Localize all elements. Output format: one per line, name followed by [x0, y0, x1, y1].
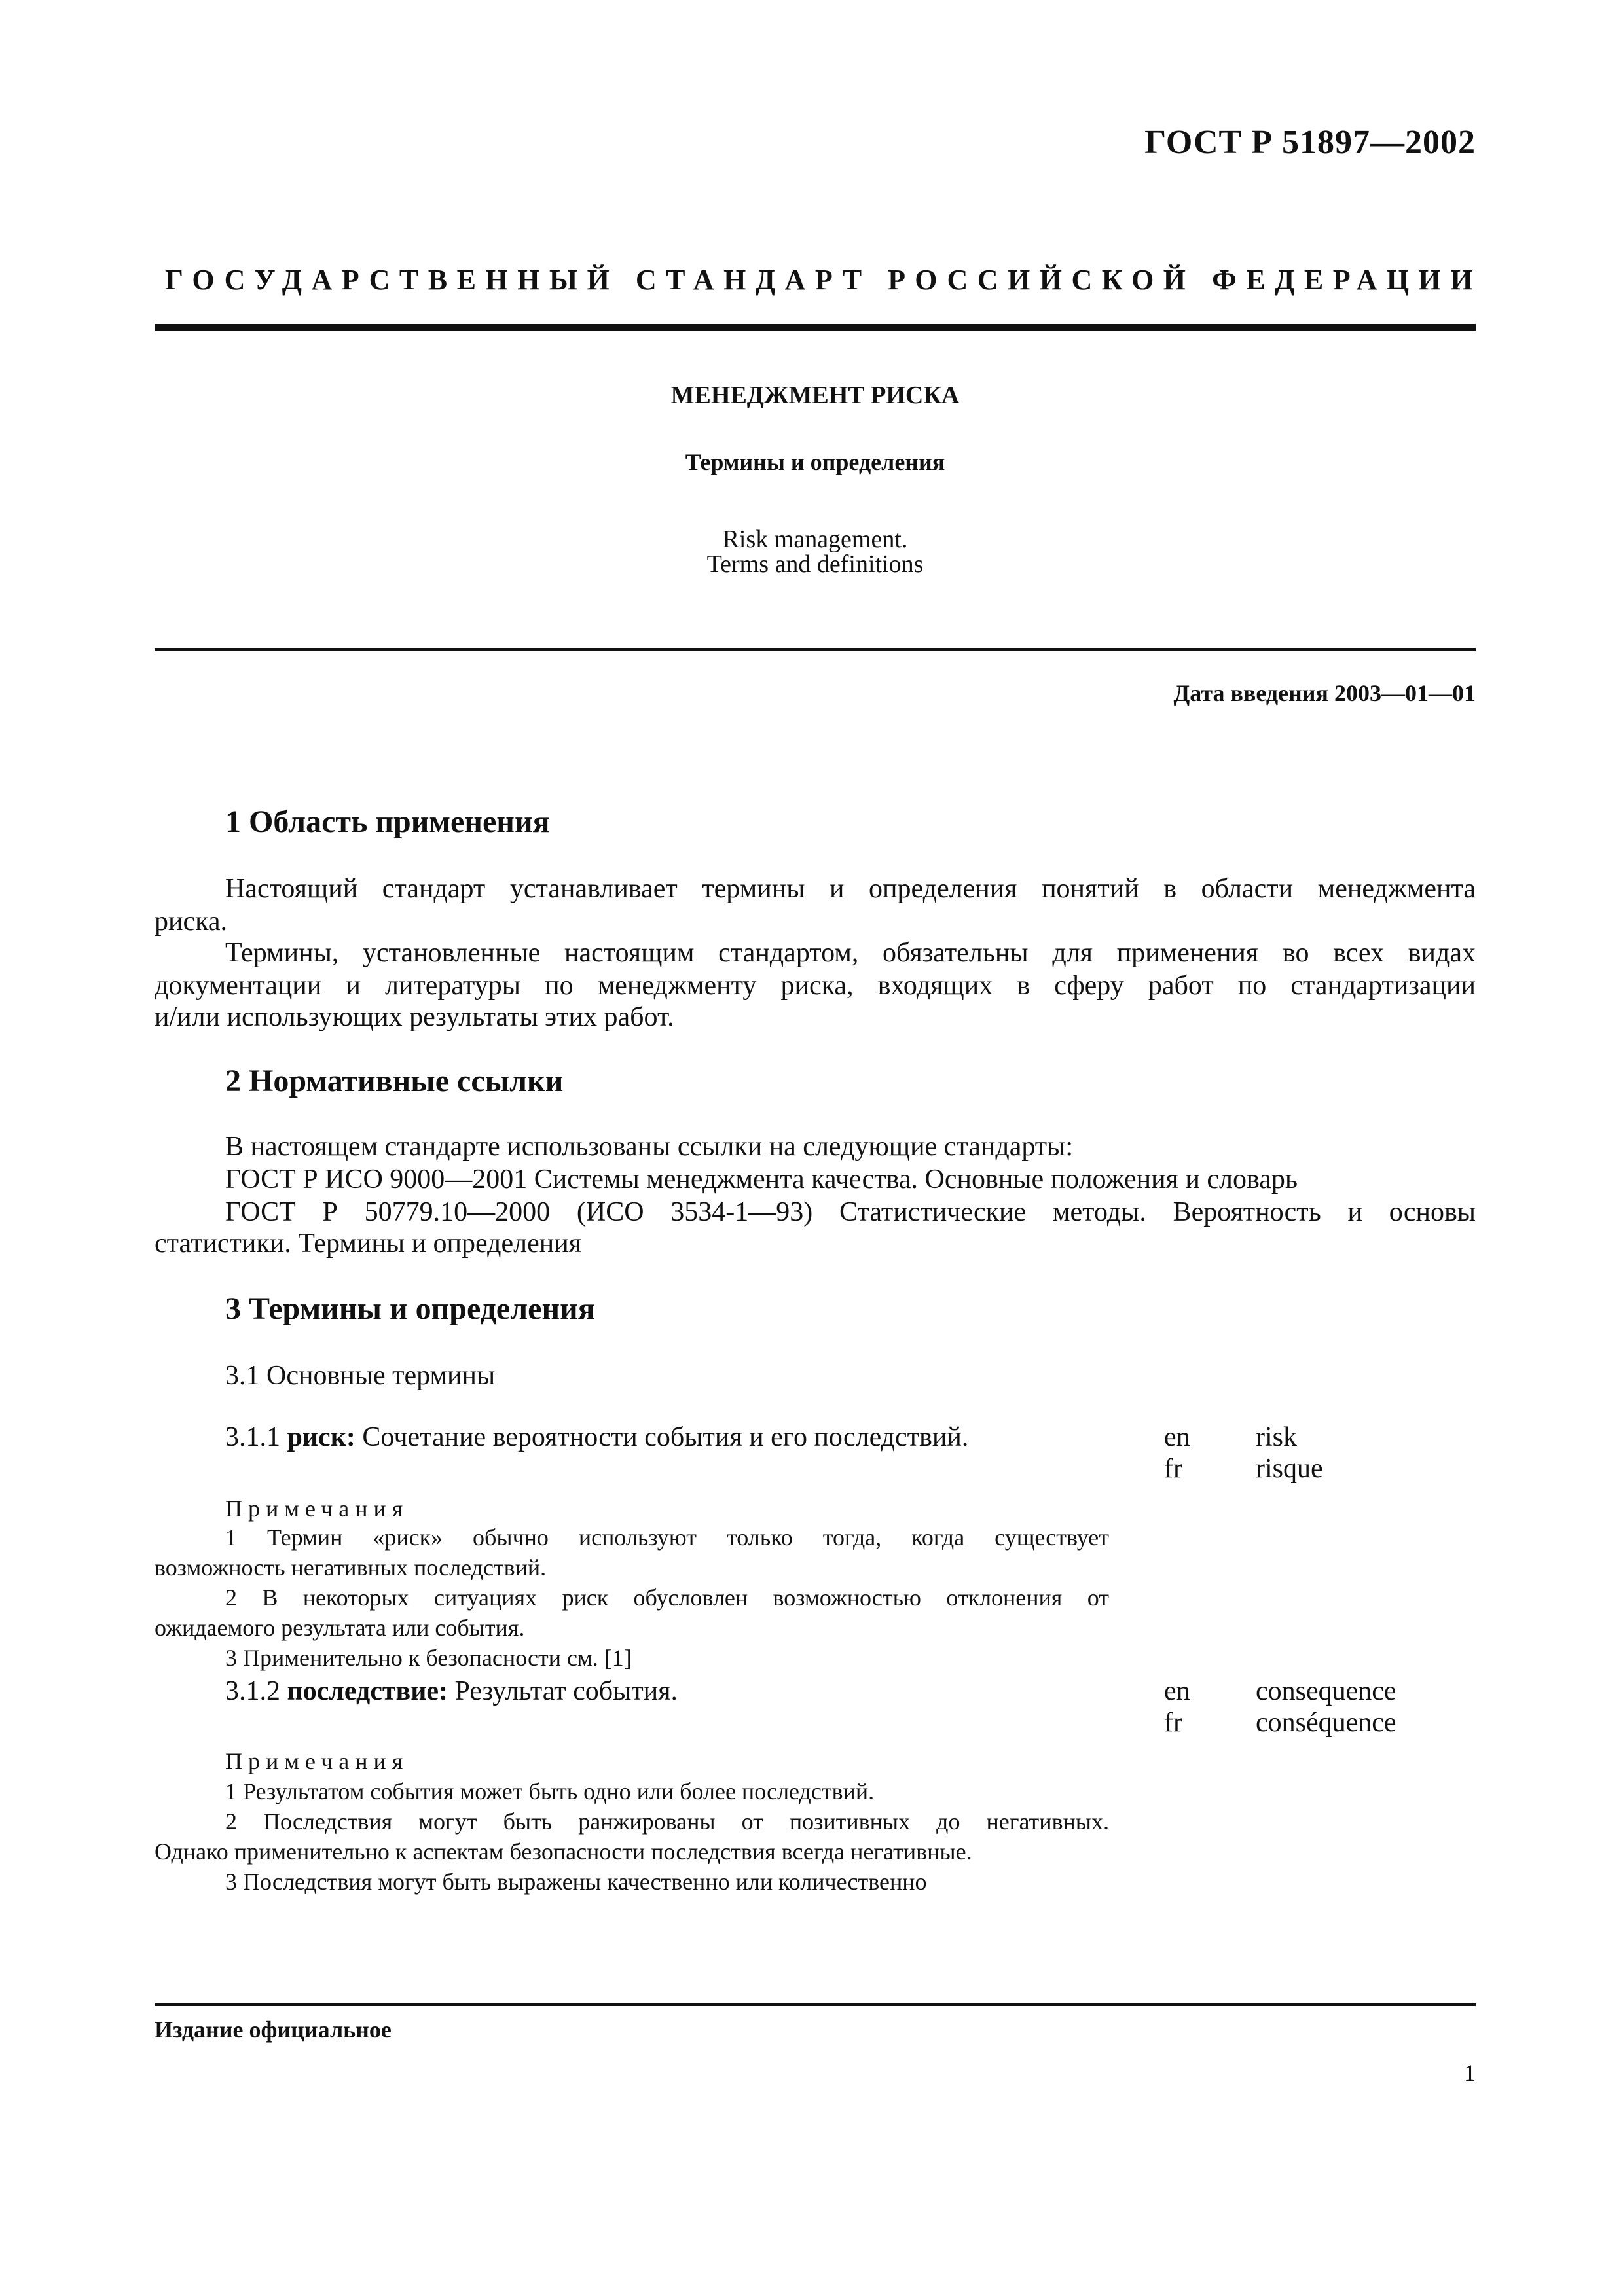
reference-gost-50779-line2: статистики. Термины и определения	[155, 1229, 581, 1259]
subsection-3-1: 3.1 Основные термины	[225, 1361, 496, 1391]
note-3: 3 Последствия могут быть выражены качественно или количественно	[225, 1869, 927, 1895]
title-rule	[155, 648, 1476, 651]
document-designation: ГОСТ Р 51897—2002	[1144, 124, 1476, 161]
term-number: 3.1.1	[225, 1422, 280, 1452]
lang-code-en: en	[1164, 1676, 1190, 1706]
scope-paragraph-1-line2: риска.	[155, 906, 228, 937]
references-intro: В настоящем стандарте использованы ссылки на следующие стандарты:	[225, 1132, 1074, 1162]
reference-gost-50779-line1: ГОСТ Р 50779.10—2000 (ИСО 3534-1—93) Статистические методы. Вероятность и основы	[225, 1197, 1476, 1227]
term-entry	[225, 1676, 678, 1707]
note-1-line2: возможность негативных последствий.	[155, 1554, 547, 1581]
lang-code-en: en	[1164, 1422, 1190, 1452]
note-2-line1: 2 Последствия могут быть ранжированы от позитивных до негативных.	[225, 1808, 1109, 1835]
term-definition: Результат события.	[448, 1676, 678, 1706]
note-2-line2: ожидаемого результата или события.	[155, 1615, 525, 1641]
document-subtitle: Термины и определения	[685, 449, 945, 475]
term-definition: Сочетание вероятности события и его последствий.	[355, 1422, 969, 1452]
note-1-line1: 1 Термин «риск» обычно используют только тогда, когда существует	[225, 1524, 1109, 1551]
note-2-line1: 2 В некоторых ситуациях риск обусловлен возможностью отклонения от	[225, 1585, 1109, 1611]
term-name: последствие:	[287, 1676, 448, 1706]
lang-code-fr: fr	[1164, 1708, 1182, 1738]
notes-heading: Примечания	[225, 1496, 409, 1522]
term-number: 3.1.2	[225, 1676, 280, 1706]
reference-gost-iso-9000: ГОСТ Р ИСО 9000—2001 Системы менеджмента качества. Основные положения и словарь	[225, 1164, 1298, 1194]
lang-code-fr: fr	[1164, 1454, 1182, 1484]
section-3-heading: 3 Термины и определения	[225, 1291, 595, 1326]
english-title-line1: Risk management.	[722, 526, 908, 553]
state-standard-banner: ГОСУДАРСТВЕННЫЙ СТАНДАРТ РОССИЙСКОЙ ФЕДЕРАЦИИ	[165, 264, 1482, 296]
scope-paragraph-2-line3: и/или использующих результаты этих работ.	[155, 1002, 674, 1032]
term-fr: risque	[1256, 1454, 1323, 1484]
scope-paragraph-1-line1: Настоящий стандарт устанавливает термины и определения понятий в области менеджмента	[225, 874, 1476, 904]
term-entry	[225, 1422, 968, 1453]
footer-rule	[155, 2003, 1476, 2006]
page-number: 1	[1464, 2060, 1476, 2086]
term-name: риск:	[287, 1422, 356, 1452]
official-edition-label: Издание официальное	[155, 2017, 392, 2043]
document-title: МЕНЕДЖМЕНТ РИСКА	[670, 382, 960, 409]
notes-heading: Примечания	[225, 1748, 409, 1774]
section-2-heading: 2 Нормативные ссылки	[225, 1064, 564, 1098]
note-1: 1 Результатом события может быть одно или более последствий.	[225, 1778, 875, 1804]
note-3: 3 Применительно к безопасности см. [1]	[225, 1645, 632, 1671]
english-title-line2: Terms and definitions	[706, 550, 924, 578]
scope-paragraph-2-line2: документации и литературы по менеджменту риска, входящих в сферу работ по стандартизации	[155, 971, 1476, 1001]
term-fr: conséquence	[1256, 1708, 1396, 1738]
section-1-heading: 1 Область применения	[225, 804, 550, 839]
term-en: consequence	[1256, 1676, 1396, 1706]
scope-paragraph-2-line1: Термины, установленные настоящим стандартом, обязательны для применения во всех видах	[225, 938, 1476, 968]
term-en: risk	[1256, 1422, 1297, 1452]
note-2-line2: Однако применительно к аспектам безопасности последствия всегда негативные.	[155, 1839, 972, 1865]
header-thick-rule	[155, 324, 1476, 331]
introduction-date: Дата введения 2003—01—01	[1173, 680, 1476, 706]
